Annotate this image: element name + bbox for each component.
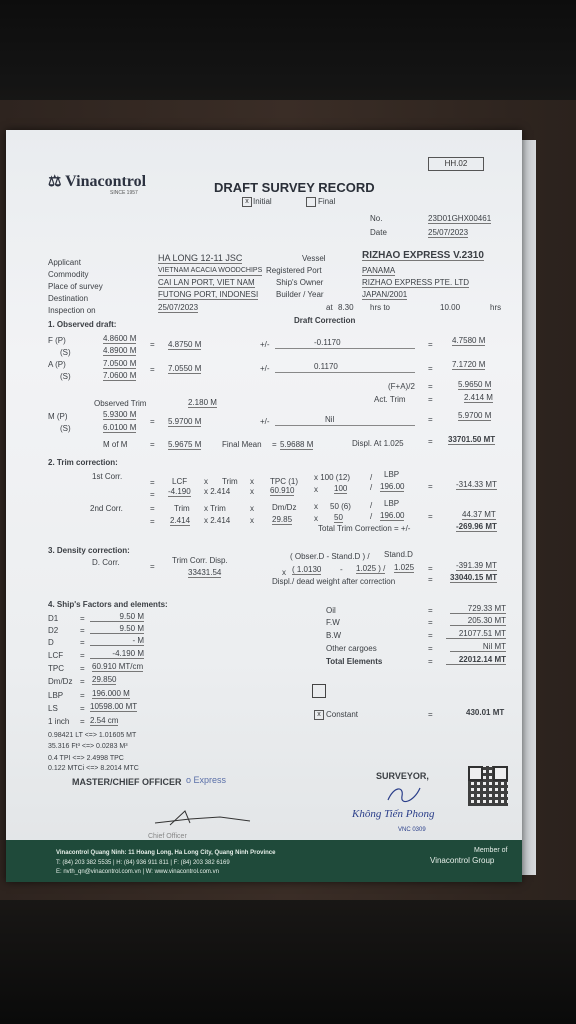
other-cargoes-label: Other cargoes — [326, 644, 377, 653]
scale-icon: ⚖ — [48, 174, 62, 190]
date-label: Date — [370, 228, 387, 237]
no-value: 23D01GHX00461 — [428, 214, 492, 223]
total-trim-label: Total Trim Correction = +/- — [318, 524, 411, 533]
second-value-slash: / — [370, 512, 373, 521]
eq-sign: = — [150, 417, 155, 426]
factors-eq: = — [80, 717, 85, 726]
footer-office: Vinacontrol Quang Ninh: 11 Hoang Long, Ha Long City, Quang Ninh Province — [56, 850, 276, 856]
m-mean: 5.9700 M — [168, 417, 202, 426]
second-value-trim: 2.414 — [170, 516, 191, 525]
f-pm: +/- — [260, 340, 270, 349]
stand-d-label: Stand.D — [384, 550, 413, 559]
eq-sign: = — [150, 517, 155, 526]
density-formula: ( Obser.D - Stand.D ) / — [290, 552, 370, 561]
mp-label: M (P) — [48, 412, 68, 421]
form-code: HH.02 — [428, 157, 484, 171]
underline — [275, 372, 415, 373]
destination-value: FUTONG PORT, INDONESI — [158, 290, 259, 299]
footer-member-of: Member of — [474, 847, 508, 854]
mofm-value: 5.9675 M — [168, 440, 202, 449]
second-value-trim2: x 2.414 — [204, 516, 231, 525]
factors-eq: = — [428, 657, 433, 666]
owner-label: Ship's Owner — [276, 278, 324, 287]
act-trim-label: Act. Trim — [374, 395, 406, 404]
ms-value: 6.0100 M — [103, 423, 137, 432]
after-correction-label: Displ./ dead weight after correction — [272, 577, 396, 586]
builder-value: JAPAN/2001 — [362, 290, 408, 299]
to-value: 10.00 — [440, 303, 461, 312]
tpc-label: TPC — [48, 664, 64, 673]
displ-value: 33701.50 MT — [448, 435, 496, 444]
first-corr-label: 1st Corr. — [92, 472, 123, 481]
density-x: x — [282, 568, 286, 577]
section-observed-draft: 1. Observed draft: — [48, 320, 117, 329]
footer-phones: T: (84) 203 382 5535 | H: (84) 936 911 811 | F: (84) 203 382 6169 — [56, 860, 230, 866]
f-correction: -0.1170 — [314, 338, 341, 347]
factors-eq: = — [428, 710, 433, 719]
factors-eq: = — [80, 614, 85, 623]
factors-eq: = — [80, 638, 85, 647]
fa2-value: 5.9650 M — [458, 380, 492, 389]
standard-density-divisor: 1.025 — [394, 563, 415, 572]
factors-eq: = — [428, 644, 433, 653]
reg-port-value: PANAMA — [362, 266, 396, 275]
ms-label: (S) — [60, 424, 71, 433]
m-result: 5.9700 M — [458, 411, 492, 420]
density-corr-label: D. Corr. — [92, 558, 120, 567]
a-mean: 7.0550 M — [168, 364, 202, 373]
lbp-value: 196.000 M — [92, 689, 130, 698]
final-label: Final — [318, 197, 336, 206]
eq-sign: = — [272, 440, 277, 449]
factors-eq: = — [428, 631, 433, 640]
observed-trim-value: 2.180 M — [188, 398, 217, 407]
factors-eq: = — [80, 677, 85, 686]
second-header-trim2: x Trim — [204, 504, 226, 513]
constant-checkbox[interactable]: x — [314, 710, 324, 720]
f-mean: 4.8750 M — [168, 340, 202, 349]
footer-band — [6, 840, 522, 882]
total-elements-value: 22012.14 MT — [446, 655, 506, 665]
eq-sign: = — [150, 478, 155, 487]
fa2-label: (F+A)/2 — [388, 382, 415, 391]
fs-label: (S) — [60, 348, 71, 357]
eq-sign: = — [150, 340, 155, 349]
final-checkbox[interactable] — [306, 197, 316, 207]
place-value: CAI LAN PORT, VIET NAM — [158, 278, 255, 287]
first-value-100: 100 — [334, 484, 348, 493]
ap-label: A (P) — [48, 360, 66, 369]
conversion-ft: 35.316 Ft³ <=> 0.0283 M³ — [48, 743, 128, 750]
first-value-trim: x 2.414 — [204, 487, 231, 496]
lbp-label: LBP — [48, 691, 64, 700]
first-header-x2: x — [250, 477, 254, 486]
vessel-label: Vessel — [302, 254, 326, 263]
eq-sign: = — [150, 440, 155, 449]
commodity-label: Commodity — [48, 270, 89, 279]
second-header-x2: x — [314, 502, 318, 511]
total-elements-label: Total Elements — [326, 657, 383, 666]
a-pm: +/- — [260, 364, 270, 373]
brand-logo — [48, 172, 146, 191]
eq-sign: = — [428, 575, 433, 584]
factors-eq: = — [428, 618, 433, 627]
d1-label: D1 — [48, 614, 59, 623]
second-value-50: 50 — [334, 513, 343, 522]
second-header-x: x — [250, 504, 254, 513]
commodity-value: VIETNAM ACACIA WOODCHIPS — [158, 267, 263, 274]
first-value-slash: / — [370, 483, 373, 492]
applicant-label: Applicant — [48, 258, 81, 267]
second-value-x2: x — [314, 514, 318, 523]
a-result: 7.1720 M — [452, 360, 486, 369]
first-value-tpc: 60.910 — [270, 486, 295, 495]
after-correction-value: 33040.15 MT — [450, 573, 498, 582]
second-header-trim: Trim — [174, 504, 190, 513]
m-pm: +/- — [260, 417, 270, 426]
other-cargoes-value: Nil MT — [450, 642, 506, 652]
dmdz-value: 29.850 — [92, 675, 117, 684]
tpc-value: 60.910 MT/cm — [92, 662, 144, 671]
eq-sign: = — [150, 365, 155, 374]
d-label: D — [48, 638, 54, 647]
eq-sign: = — [428, 364, 433, 373]
fw-label: F.W — [326, 618, 340, 627]
fp-value: 4.8600 M — [103, 334, 137, 343]
inspection-label: Inspection on — [48, 306, 96, 315]
hrs-to-label: hrs to — [370, 303, 391, 312]
dmdz-label: Dm/Dz — [48, 677, 73, 686]
draft-correction-title: Draft Correction — [294, 316, 356, 325]
eq-sign: = — [428, 340, 433, 349]
factors-eq: = — [80, 651, 85, 660]
first-value-x: x — [250, 487, 254, 496]
eq-sign: = — [428, 512, 433, 521]
destination-label: Destination — [48, 294, 89, 303]
final-mean-label: Final Mean — [222, 440, 262, 449]
trim-corr-disp-value: 33431.54 — [188, 568, 222, 577]
chief-officer-label: Chief Officer — [148, 833, 187, 840]
applicant-value: HA LONG 12-11 JSC — [158, 253, 243, 263]
first-header-x1: x — [204, 477, 208, 486]
first-header-lcf: LCF — [172, 477, 188, 486]
second-corr-label: 2nd Corr. — [90, 504, 123, 513]
ls-label: LS — [48, 704, 58, 713]
eq-sign: = — [150, 562, 155, 571]
eq-sign: = — [150, 504, 155, 513]
lcf-value: -4.190 M — [90, 649, 144, 659]
place-label: Place of survey — [48, 282, 103, 291]
master-label: MASTER/CHIEF OFFICER — [72, 777, 182, 787]
first-header-100: x 100 (12) — [314, 473, 351, 482]
second-header-slash: / — [370, 501, 373, 510]
f-result: 4.7580 M — [452, 336, 486, 345]
oil-value: 729.33 MT — [450, 604, 506, 614]
d2-value: 9.50 M — [90, 624, 144, 634]
first-value-x2: x — [314, 485, 318, 494]
oil-label: Oil — [326, 606, 336, 615]
as-value: 7.0600 M — [103, 371, 137, 380]
no-label: No. — [370, 214, 383, 223]
brand-name: Vinacontrol — [65, 173, 147, 190]
underline — [275, 348, 415, 349]
factors-eq: = — [80, 704, 85, 713]
master-stamp-text: o Express — [186, 775, 227, 785]
act-trim-value: 2.414 M — [464, 393, 493, 402]
factors-eq: = — [80, 664, 85, 673]
d1-value: 9.50 M — [90, 612, 144, 622]
date-value: 25/07/2023 — [428, 228, 469, 237]
fp-label: F (P) — [48, 336, 66, 345]
inch-label: 1 inch — [48, 717, 70, 726]
owner-value: RIZHAO EXPRESS PTE. LTD — [362, 278, 469, 287]
total-trim-value: -269.96 MT — [456, 522, 497, 531]
observed-density: ( 1.0130 — [292, 565, 322, 574]
second-corr-result: 44.37 MT — [462, 510, 496, 519]
surveyor-code: VNC 0309 — [398, 827, 426, 833]
first-header-tpc: TPC (1) — [270, 477, 298, 486]
section-density-correction: 3. Density correction: — [48, 546, 130, 555]
second-header-50: 50 (6) — [330, 502, 351, 511]
mofm-label: M of M — [103, 440, 128, 449]
eq-sign: = — [428, 437, 433, 446]
section-ship-factors: 4. Ship's Factors and elements: — [48, 600, 168, 609]
master-signature-icon — [150, 805, 260, 831]
eq-sign: = — [428, 415, 433, 424]
first-header-trim: Trim — [222, 477, 238, 486]
footer-emails: E: nvth_qn@vinacontrol.com.vn | W: www.vinacontrol.com.vn — [56, 869, 219, 875]
builder-label: Builder / Year — [276, 290, 324, 299]
hrs-label: hrs — [490, 303, 502, 312]
eq-sign: = — [428, 395, 433, 404]
vessel-value: RIZHAO EXPRESS V.2310 — [362, 250, 484, 261]
conversion-mtc: 0.122 MTCi <=> 8.2014 MTC — [48, 765, 139, 772]
standard-density: 1.025 ) / — [356, 564, 386, 573]
at-value: 8.30 — [338, 303, 354, 312]
conversion-tpi: 0.4 TPI <=> 2.4998 TPC — [48, 755, 124, 762]
mp-value: 5.9300 M — [103, 410, 137, 419]
document-title: DRAFT SURVEY RECORD — [214, 180, 375, 195]
first-value-lcf: -4.190 — [168, 487, 191, 496]
d2-label: D2 — [48, 626, 59, 635]
displ-label: Displ. At 1.025 — [352, 439, 404, 448]
first-value-lbp: 196.00 — [380, 482, 405, 491]
section-trim-correction: 2. Trim correction: — [48, 458, 118, 467]
fw-value: 205.30 MT — [450, 616, 506, 626]
ap-value: 7.0500 M — [103, 359, 137, 368]
first-corr-result: -314.33 MT — [456, 480, 497, 489]
eq-sign: = — [428, 482, 433, 491]
surveyor-label: SURVEYOR, — [376, 771, 429, 781]
fs-value: 4.8900 M — [103, 346, 137, 355]
first-header-slash: / — [370, 473, 373, 482]
inspection-value: 25/07/2023 — [158, 303, 199, 312]
constant-label: Constant — [326, 710, 359, 719]
bw-label: B.W — [326, 631, 342, 640]
factors-eq: = — [80, 626, 85, 635]
as-label: (S) — [60, 372, 71, 381]
second-value-x: x — [250, 516, 254, 525]
qr-code-icon — [468, 766, 508, 806]
lcf-label: LCF — [48, 651, 64, 660]
eq-sign: = — [428, 382, 433, 391]
eq-sign: = — [150, 490, 155, 499]
initial-label: Initial — [253, 197, 272, 206]
m-correction: Nil — [325, 415, 335, 424]
second-header-lbp: LBP — [384, 499, 400, 508]
underline — [275, 425, 415, 426]
ls-value: 10598.00 MT — [90, 702, 138, 711]
brand-since: SINCE 1957 — [110, 190, 138, 196]
inch-value: 2.54 cm — [90, 716, 119, 725]
factors-eq: = — [80, 691, 85, 700]
conversion-lt: 0.98421 LT <=> 1.01605 MT — [48, 732, 137, 739]
second-value-lbp: 196.00 — [380, 511, 405, 520]
surveyor-name: Không Tiến Phong — [352, 808, 435, 820]
reg-port-label: Registered Port — [266, 266, 322, 275]
final-mean-value: 5.9688 M — [280, 440, 314, 449]
second-header-dmdz: Dm/Dz — [272, 503, 297, 512]
factors-eq: = — [428, 606, 433, 615]
first-header-lbp: LBP — [384, 470, 400, 479]
bw-value: 21077.51 MT — [446, 629, 506, 639]
eq-sign: = — [428, 564, 433, 573]
initial-checkbox[interactable]: x — [242, 197, 252, 207]
observed-trim-label: Observed Trim — [94, 399, 147, 408]
a-correction: 0.1170 — [314, 362, 338, 371]
d-value: - M — [90, 636, 144, 646]
second-value-dmdz: 29.85 — [272, 515, 293, 524]
empty-checkbox[interactable] — [312, 684, 326, 698]
trim-corr-disp-label: Trim Corr. Disp. — [172, 556, 228, 565]
density-minus: - — [340, 565, 343, 574]
footer-group: Vinacontrol Group — [430, 856, 495, 865]
density-corr-value: -391.39 MT — [456, 561, 497, 570]
at-label: at — [326, 303, 333, 312]
surveyor-signature-icon — [384, 784, 424, 804]
constant-value: 430.01 MT — [466, 708, 505, 717]
